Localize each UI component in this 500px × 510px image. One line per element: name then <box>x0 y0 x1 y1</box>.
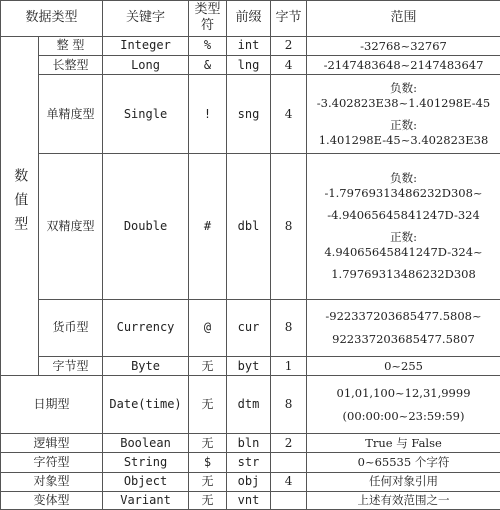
header-keyword: 关键字 <box>103 1 189 37</box>
table-row <box>1 357 500 376</box>
range-line: 正数: <box>390 230 417 245</box>
bytes-cell: 8 <box>271 299 307 357</box>
range-line: 0~65535 个字符 <box>357 455 450 470</box>
bytes-cell: 2 <box>271 434 307 453</box>
type-name-cell: 双精度型 <box>39 154 103 299</box>
prefix-cell: cur <box>227 299 271 357</box>
range-cell <box>307 154 500 299</box>
prefix-cell: vnt <box>227 491 271 509</box>
type-name-cell: 单精度型 <box>39 75 103 154</box>
range-cell <box>307 36 500 55</box>
range-gap <box>309 259 498 267</box>
type-name-cell: 字节型 <box>39 357 103 376</box>
bytes-cell: 8 <box>271 154 307 299</box>
bytes-cell <box>271 453 307 472</box>
table-row <box>1 75 500 154</box>
prefix-cell: obj <box>227 472 271 491</box>
type-symbol-cell: % <box>189 36 227 55</box>
range-cell <box>307 434 500 453</box>
range-cell <box>307 376 500 434</box>
range-line: 4.94065645841247D-324~ <box>324 244 483 259</box>
type-symbol-cell: ! <box>189 75 227 154</box>
type-name-cell: 日期型 <box>1 376 103 434</box>
keyword-cell: Currency <box>103 299 189 357</box>
prefix-cell: int <box>227 36 271 55</box>
range-gap <box>309 200 498 208</box>
type-symbol-cell: & <box>189 56 227 75</box>
prefix-cell: bln <box>227 434 271 453</box>
table-row <box>1 376 500 434</box>
type-name-cell: 整 型 <box>39 36 103 55</box>
keyword-cell: Double <box>103 154 189 299</box>
range-cell <box>307 56 500 75</box>
prefix-cell: dtm <box>227 376 271 434</box>
range-gap <box>309 401 498 409</box>
type-name-cell: 货币型 <box>39 299 103 357</box>
type-symbol-cell: 无 <box>189 357 227 376</box>
range-line: 负数: <box>390 81 417 96</box>
range-line: 上述有效范围之一 <box>357 493 450 508</box>
range-line: -922337203685477.5808~ <box>325 309 482 324</box>
keyword-cell: Object <box>103 472 189 491</box>
type-symbol-cell: 无 <box>189 376 227 434</box>
type-name-cell: 字符型 <box>1 453 103 472</box>
type-symbol-cell: 无 <box>189 472 227 491</box>
range-line: 1.401298E-45~3.402823E38 <box>318 132 489 147</box>
range-line: -3.402823E38~1.401298E-45 <box>316 95 491 110</box>
table-row <box>1 453 500 472</box>
type-name-cell: 变体型 <box>1 491 103 509</box>
type-symbol-cell: 无 <box>189 434 227 453</box>
range-line: 任何对象引用 <box>369 474 439 489</box>
type-name-cell: 长整型 <box>39 56 103 75</box>
numeric-group-text: 数值型 <box>12 168 29 241</box>
bytes-cell: 4 <box>271 56 307 75</box>
prefix-cell: str <box>227 453 271 472</box>
prefix-cell: dbl <box>227 154 271 299</box>
bytes-cell <box>271 491 307 509</box>
bytes-cell: 2 <box>271 36 307 55</box>
range-line: 0~255 <box>384 359 423 374</box>
bytes-cell: 8 <box>271 376 307 434</box>
keyword-cell: Variant <box>103 491 189 509</box>
range-gap <box>309 222 498 230</box>
range-line: 1.79769313486232D308 <box>331 267 476 282</box>
range-cell <box>307 491 500 509</box>
header-data-type: 数据类型 <box>1 1 103 37</box>
prefix-cell: lng <box>227 56 271 75</box>
range-line: -1.79769313486232D308~ <box>324 185 483 200</box>
range-line: -32768~32767 <box>360 38 447 53</box>
type-name-cell: 对象型 <box>1 472 103 491</box>
type-symbol-cell: @ <box>189 299 227 357</box>
keyword-cell: Boolean <box>103 434 189 453</box>
keyword-cell: Long <box>103 56 189 75</box>
keyword-cell: Integer <box>103 36 189 55</box>
header-row <box>1 1 500 37</box>
table-row <box>1 472 500 491</box>
range-line: -2147483648~2147483647 <box>323 57 484 72</box>
bytes-cell: 4 <box>271 472 307 491</box>
header-type-char: 类型符 <box>189 1 227 37</box>
type-symbol-cell: $ <box>189 453 227 472</box>
range-line: 负数: <box>390 171 417 186</box>
table-row <box>1 56 500 75</box>
range-line: True 与 False <box>365 436 442 451</box>
type-name-cell: 逻辑型 <box>1 434 103 453</box>
bytes-cell: 1 <box>271 357 307 376</box>
keyword-cell: Date(time) <box>103 376 189 434</box>
range-cell <box>307 75 500 154</box>
prefix-cell: byt <box>227 357 271 376</box>
range-line: (00:00:00~23:59:59) <box>342 408 465 423</box>
range-line: -4.94065645841247D-324 <box>327 208 480 223</box>
keyword-cell: String <box>103 453 189 472</box>
range-line: 正数: <box>390 118 417 133</box>
range-gap <box>309 324 498 332</box>
range-cell <box>307 472 500 491</box>
range-cell <box>307 453 500 472</box>
type-symbol-cell: # <box>189 154 227 299</box>
header-bytes: 字节 <box>271 1 307 37</box>
range-line: 01,01,100~12,31,9999 <box>336 386 471 401</box>
type-symbol-cell: 无 <box>189 491 227 509</box>
keyword-cell: Single <box>103 75 189 154</box>
range-cell <box>307 299 500 357</box>
range-gap <box>309 110 498 118</box>
bytes-cell: 4 <box>271 75 307 154</box>
prefix-cell: sng <box>227 75 271 154</box>
table-row <box>1 36 500 55</box>
numeric-group-label <box>1 36 39 376</box>
table-row <box>1 434 500 453</box>
keyword-cell: Byte <box>103 357 189 376</box>
header-prefix: 前缀 <box>227 1 271 37</box>
table-row <box>1 154 500 299</box>
table-row <box>1 491 500 509</box>
table-row <box>1 299 500 357</box>
range-cell <box>307 357 500 376</box>
header-range: 范围 <box>307 1 500 37</box>
range-line: 922337203685477.5807 <box>332 331 475 346</box>
